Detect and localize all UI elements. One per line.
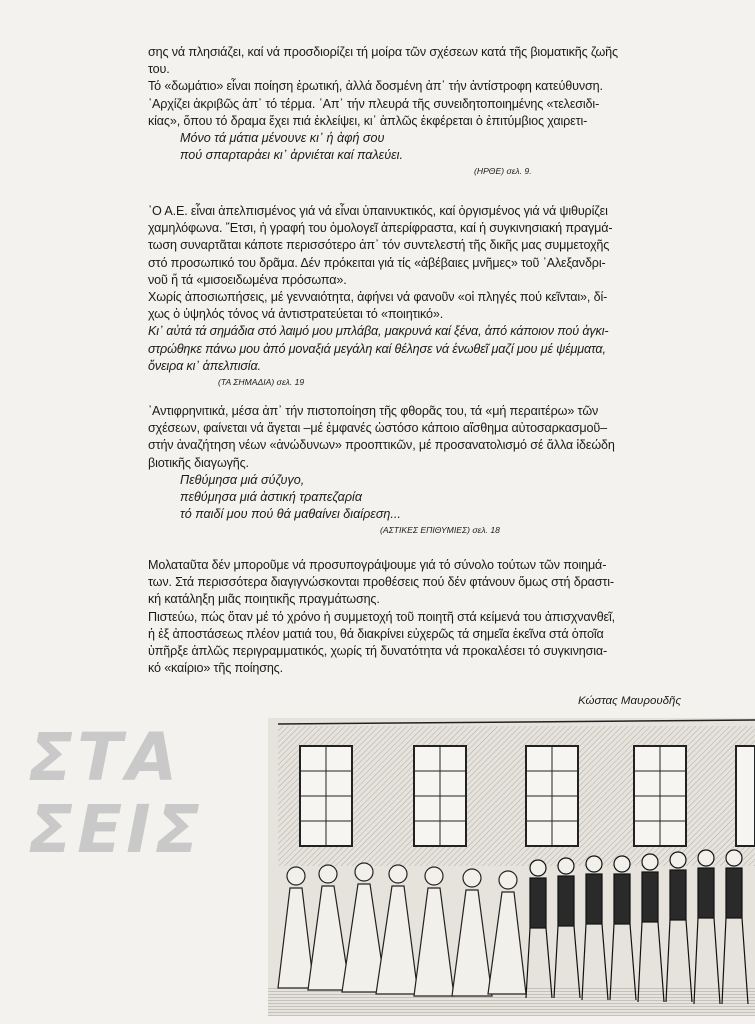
verse-line: πού σπαρταρἀει κι᾽ ἀρνιέται καί παλεύει. [180,148,403,163]
verse-line: ὄνειρα κι᾽ ἀπελπισία. [148,358,261,373]
paragraph-3 [148,403,744,535]
citation-1: (ΗΡΘΕ) σελ. 9. [474,166,532,177]
window [634,746,686,846]
author-signature: Κώστας Μαυρουδῆς [578,695,682,707]
text-line: κίας», ὅπου τό δραμα ἔχει πιά ἐκλείψει, κι᾽ ἁπλῶς ἐκφέρεται ὁ ἐπιτύμβιος χαιρετι- [148,113,588,128]
verse-line: Κι᾽ αὐτά τά σημάδια στό λαιμό μου μπλάβα, μακρυνά καί ξένα, ἀπό κάποιον πού ἀγκι- [148,324,609,339]
text-line: βιοτικῆς διαγωγῆς. [148,455,249,470]
stamp-line-1: ΣΤΑ [28,719,182,796]
text-line: του. [148,62,170,77]
verse-line: Πεθύμησα μιά σύζυγο, [180,472,305,487]
text-line: ᾽Ο Α.Ε. εἶναι ἀπελπισμένος γιά νά εἶναι ὑπαινυκτικός, καί ὀργισμένος γιά νά ψιθυρίζει [148,204,608,218]
paragraph-2-body [148,203,744,323]
text-line: ᾽Αντιφρηνιτικά, μέσα ἀπ᾽ τήν πιστοποίηση τῆς φθορᾶς του, τά «μή περαιτέρω» τῶν [148,404,599,418]
paragraph-2 [148,203,744,387]
text-line: χαμηλόφωνα. ῎Ετσι, ἡ γραφή του ὁμολογεῖ ἀπερίφραστα, καί ἡ συγκινησιακή πραγμά- [148,221,613,236]
text-line: των. Στά περισσότερα διαγιγνώσκονται προθέσεις πού δέν φτάνουν ὅμως στή δραστι- [148,575,614,590]
text-line: νοῦ ἤ τά «μισοειδωμένα πρόσωπα». [148,272,347,287]
paragraph-4-body [148,557,744,677]
verse-line: πεθύμησα μιά ἀστική τραπεζαρία [180,490,363,505]
text-line: σης νά πλησιάζει, καί νά προσδιορίζει τή μοίρα τῶν σχέσεων κατά τῆς βιοματικῆς ζωῆς [148,45,618,59]
citation-2: (ΤΑ ΣΗΜΑΔΙΑ) σελ. 19 [218,377,305,388]
window [414,746,466,846]
text-line: Χωρίς ἀποσιωπήσεις, μέ γενναιότητα, ἀφήνει νά φανοῦν «οἱ πληγές πού κεῖνται», δί- [148,290,608,305]
text-line: ἡ ἐξ ἀποστάσεως πλέον ματιά του, θά διακρίνει εὐχερῶς τά σημεῖα ἐκεῖνα στά ὁποῖα [148,626,604,641]
text-line: χως ὁ ὑψηλός τόνος νά ἀντιστρατεύεται τό «ποιητικό». [148,307,444,322]
text-line: Πιστεύω, πώς ὅταν μέ τό χρόνο ἡ συμμετοχή τοῦ ποιητῆ στά κείμενά του ἀπισχνανθεῖ, [148,609,616,624]
poem-excerpt-1 [180,130,744,164]
text-line: κή κατάληξη μιᾶς ποιητικῆς πραγμάτωσης. [148,592,380,607]
paragraph-1-body [148,44,744,130]
text-line: σχέσεων, φαίνεται νά ἄγεται –μέ ἐμφανές ὡστόσο κάποιο αἴσθημα αὐτοσαρκασμοῦ– [148,421,607,436]
poem-excerpt-2 [148,323,744,375]
text-line: κό «καίριο» τῆς ποίησης. [148,661,283,676]
paragraph-3-body [148,403,744,472]
poem-excerpt-3 [180,472,744,524]
window [736,746,755,846]
text-line: ὑπῆρξε ἁπλῶς περιγραμματικός, χωρίς τή δυνατότητα νά προκαλέσει τό συγκινησια- [148,644,608,659]
verse-line: τό παιδί μου πού θά μαθαίνει διαίρεση... [180,507,401,522]
paragraph-4 [148,557,744,677]
text-line: στήν ἀναζήτηση νέων «ἀνώδυνων» προοπτικῶν, μέ προσανατολισμό σέ ἄλλα ἰδεώδη [148,438,615,453]
window [526,746,578,846]
citation-3: (ΑΣΤΙΚΕΣ ΕΠΙΘΥΜΙΕΣ) σελ. 18 [380,525,500,536]
engraving-illustration [268,718,755,1016]
stamp-line-2: ΣΕΙΣ [28,791,204,868]
text-line: τωση συναρτᾶται κάποτε περισσότερο ἀπ᾽ τόν συντελεστή τῆς δικῆς μας συμμετοχῆς [148,238,610,253]
text-line: Τό «δωμάτιο» εἶναι ποίηση ἐρωτική, ἀλλά δοσμένη ἀπ᾽ τήν ἀντίστροφη κατεύθυνση. [148,79,603,94]
text-line: ᾽Αρχίζει ἀκριβῶς ἀπ᾽ τό τέρμα. ᾽Απ᾽ τήν πλευρά τῆς συνειδητοποιημένης «τελεσιδι- [148,96,600,111]
text-line: Μολαταῦτα δέν μποροῦμε νά προσυπογράψουμε γιά τό σύνολο τούτων τῶν ποιημά- [148,558,607,572]
verse-line: στρώθηκε πάνω μου ἀπό μοναξιά μεγάλη καί θέλησε νά ἑνωθεῖ μαζί μου μέ ψέμματα, [148,341,606,356]
text-line: στό προσωπικό του δρᾶμα. Δέν πρόκειται γιά τίς «ἀβέβαιες μνῆμες» τοῦ ᾽Αλεξανδρι- [148,255,606,270]
verse-line: Μόνο τά μάτια μένουνε κι᾽ ἡ ἀφή σου [180,131,385,146]
window [300,746,352,846]
paragraph-1 [148,44,744,176]
section-stamp [28,719,228,868]
